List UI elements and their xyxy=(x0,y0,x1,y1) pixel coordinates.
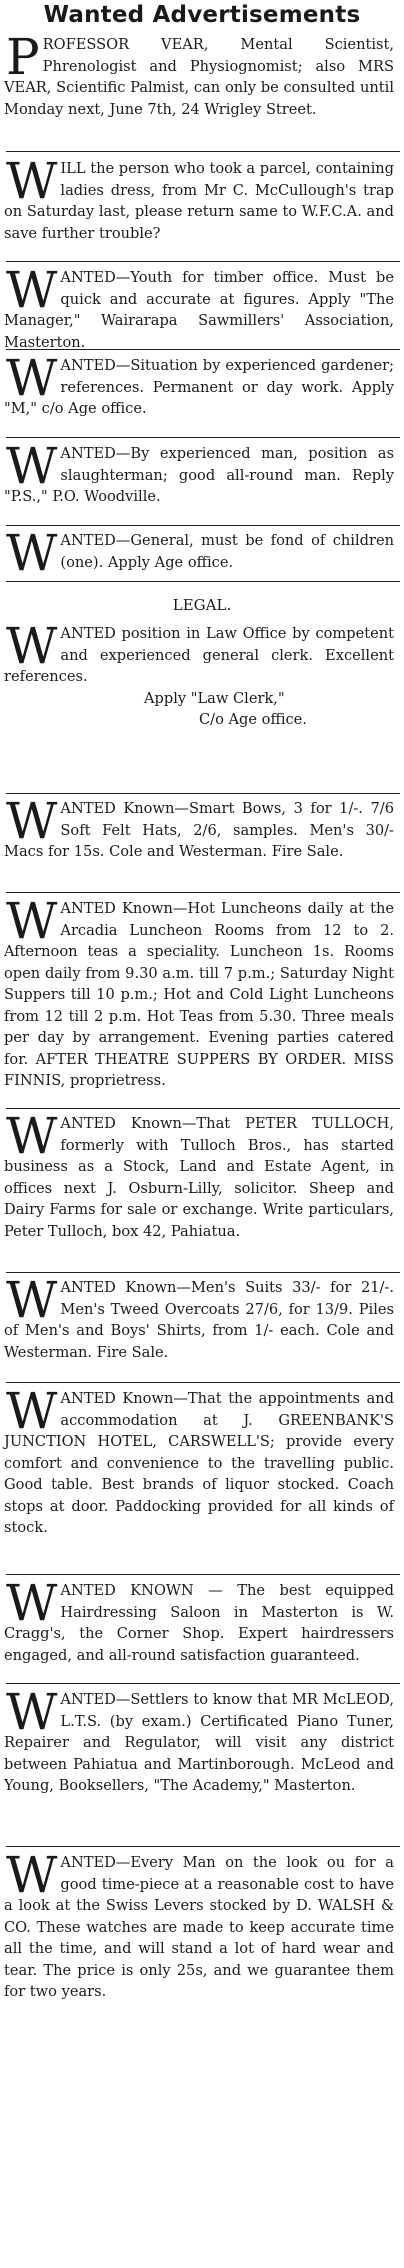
drop-cap: W xyxy=(6,1574,58,1632)
ad-smart-bows xyxy=(4,792,394,863)
ad-hairdressing-saloon xyxy=(4,1574,394,1666)
divider-rule xyxy=(6,525,400,526)
ad-arcadia-luncheon xyxy=(4,892,394,1092)
divider-rule xyxy=(6,793,400,794)
ad-text: ANTED Known—That the appointments and accommodation at J. GREENBANK'S JUNCTION HOTEL, CARSWELL'S; provide every comfort and convenience to the travelling public. Good table. Best brands of liquor stocked. Coach stops at door. Paddocking provided for all kinds of stock. xyxy=(4,1390,394,1536)
drop-cap: W xyxy=(6,892,58,950)
ad-slaughterman xyxy=(4,437,394,508)
drop-cap: W xyxy=(6,152,58,210)
ad-apply-line: Apply "Law Clerk," xyxy=(144,689,285,707)
ad-professor-vear xyxy=(4,28,394,120)
drop-cap: W xyxy=(6,261,58,319)
divider-rule xyxy=(6,1108,400,1109)
ad-text: ANTED Known—Hot Luncheons daily at the Arcadia Luncheon Rooms from 12 to 2. Afternoon teas a speciality. Luncheon 1s. Rooms open daily from 9.30 a.m. till 7 p.m.; Saturday Night Suppers till 10 p.m.; Hot and Cold Light Luncheons from 12 till 2 p.m. Hot Teas from 5.30. Three meals per day by arrangement. Evening parties catered for. AFTER THEATRE SUPPERS BY ORDER. MISS FINNIS, proprietress. xyxy=(4,900,394,1089)
divider-rule xyxy=(6,1683,400,1684)
ad-law-clerk xyxy=(4,617,394,731)
divider-rule xyxy=(6,437,400,438)
ad-youth-timber-office xyxy=(4,261,394,353)
divider-rule xyxy=(6,261,400,262)
ad-peter-tulloch xyxy=(4,1107,394,1242)
ad-mens-suits xyxy=(4,1271,394,1363)
section-heading: Wanted Advertisements xyxy=(43,2,361,28)
drop-cap: W xyxy=(6,617,58,675)
drop-cap: W xyxy=(6,349,58,407)
ad-text: ANTED—Settlers to know that MR McLEOD, L.T.S. (by exam.) Certificated Piano Tuner, Repairer and Regulator, will visit any district between Pahiatua and Martinborough. McLeod and Young, Booksellers, "The Academy," Masterton. xyxy=(4,1691,394,1794)
ad-text: ILL the person who took a parcel, containing ladies dress, from Mr C. McCullough's trap on Saturday last, please return same to W.F.C.A. and save further trouble? xyxy=(4,160,394,242)
drop-cap: W xyxy=(6,1683,58,1741)
ad-text: ANTED—General, must be fond of children (one). Apply Age office. xyxy=(60,532,394,571)
drop-cap: W xyxy=(6,1271,58,1329)
drop-cap: W xyxy=(6,1107,58,1165)
ad-junction-hotel xyxy=(4,1382,394,1539)
drop-cap: W xyxy=(6,524,58,582)
ad-text: ANTED KNOWN — The best equipped Hairdressing Saloon in Masterton is W. Cragg's, the Corner Shop. Expert hairdressers engaged, and all-round satisfaction guaranteed. xyxy=(4,1582,394,1664)
ad-text: ANTED position in Law Office by competent and experienced general clerk. Excellent references. xyxy=(4,625,394,685)
divider-rule xyxy=(6,1574,400,1575)
ad-text: ANTED Known—Smart Bows, 3 for 1/-. 7/6 Soft Felt Hats, 2/6, samples. Men's 30/- Macs for 15s. Cole and Westerman. Fire Sale. xyxy=(4,800,394,860)
ad-text: ANTED—Situation by experienced gardener; references. Permanent or day work. Apply "M," c/o Age office. xyxy=(4,357,394,417)
divider-rule xyxy=(6,892,400,893)
drop-cap: W xyxy=(6,1846,58,1904)
divider-rule xyxy=(6,581,400,582)
divider-rule xyxy=(6,1272,400,1273)
drop-cap: W xyxy=(6,1382,58,1440)
ad-text: ANTED—By experienced man, position as slaughterman; good all-round man. Reply "P.S.," P.O. Woodville. xyxy=(4,445,394,505)
ad-swiss-levers xyxy=(4,1846,394,2003)
divider-rule xyxy=(6,349,400,350)
ad-text: ANTED—Youth for timber office. Must be quick and accurate at figures. Apply "The Manager," Wairarapa Sawmillers' Association, Masterton. xyxy=(4,269,394,351)
legal-heading: LEGAL. xyxy=(172,596,232,614)
ad-address-line: C/o Age office. xyxy=(199,711,307,728)
divider-rule xyxy=(6,1382,400,1383)
divider-rule xyxy=(6,151,400,152)
ad-piano-tuner xyxy=(4,1683,394,1797)
ad-text: ROFESSOR VEAR, Mental Scientist, Phrenologist and Physiognomist; also MRS VEAR, Scientific Palmist, can only be consulted until Monday next, June 7th, 24 Wrigley Street. xyxy=(4,36,394,118)
divider-rule xyxy=(6,1846,400,1847)
ad-gardener xyxy=(4,349,394,420)
ad-text: ANTED Known—Men's Suits 33/- for 21/-. Men's Tweed Overcoats 27/6, for 13/9. Piles of Men's and Boys' Shirts, from 1/- each. Cole and Westerman. Fire Sale. xyxy=(4,1279,394,1361)
ad-text: ANTED—Every Man on the look ou for a good time-piece at a reasonable cost to have a look at the Swiss Levers stocked by D. WALSH & CO. These watches are made to keep accurate time all the time, and will stand a lot of hard wear and tear. The price is only 25s, and we guarantee them for two years. xyxy=(4,1854,394,2000)
ad-general xyxy=(4,524,394,582)
drop-cap: P xyxy=(6,28,40,86)
ad-lost-parcel xyxy=(4,152,394,244)
ad-text: ANTED Known—That PETER TULLOCH, formerly with Tulloch Bros., has started business as a Stock, Land and Estate Agent, in offices next J. Osburn-Lilly, solicitor. Sheep and Dairy Farms for sale or exchange. Write particulars, Peter Tulloch, box 42, Pahiatua. xyxy=(4,1115,394,1240)
drop-cap: W xyxy=(6,792,58,850)
drop-cap: W xyxy=(6,437,58,495)
